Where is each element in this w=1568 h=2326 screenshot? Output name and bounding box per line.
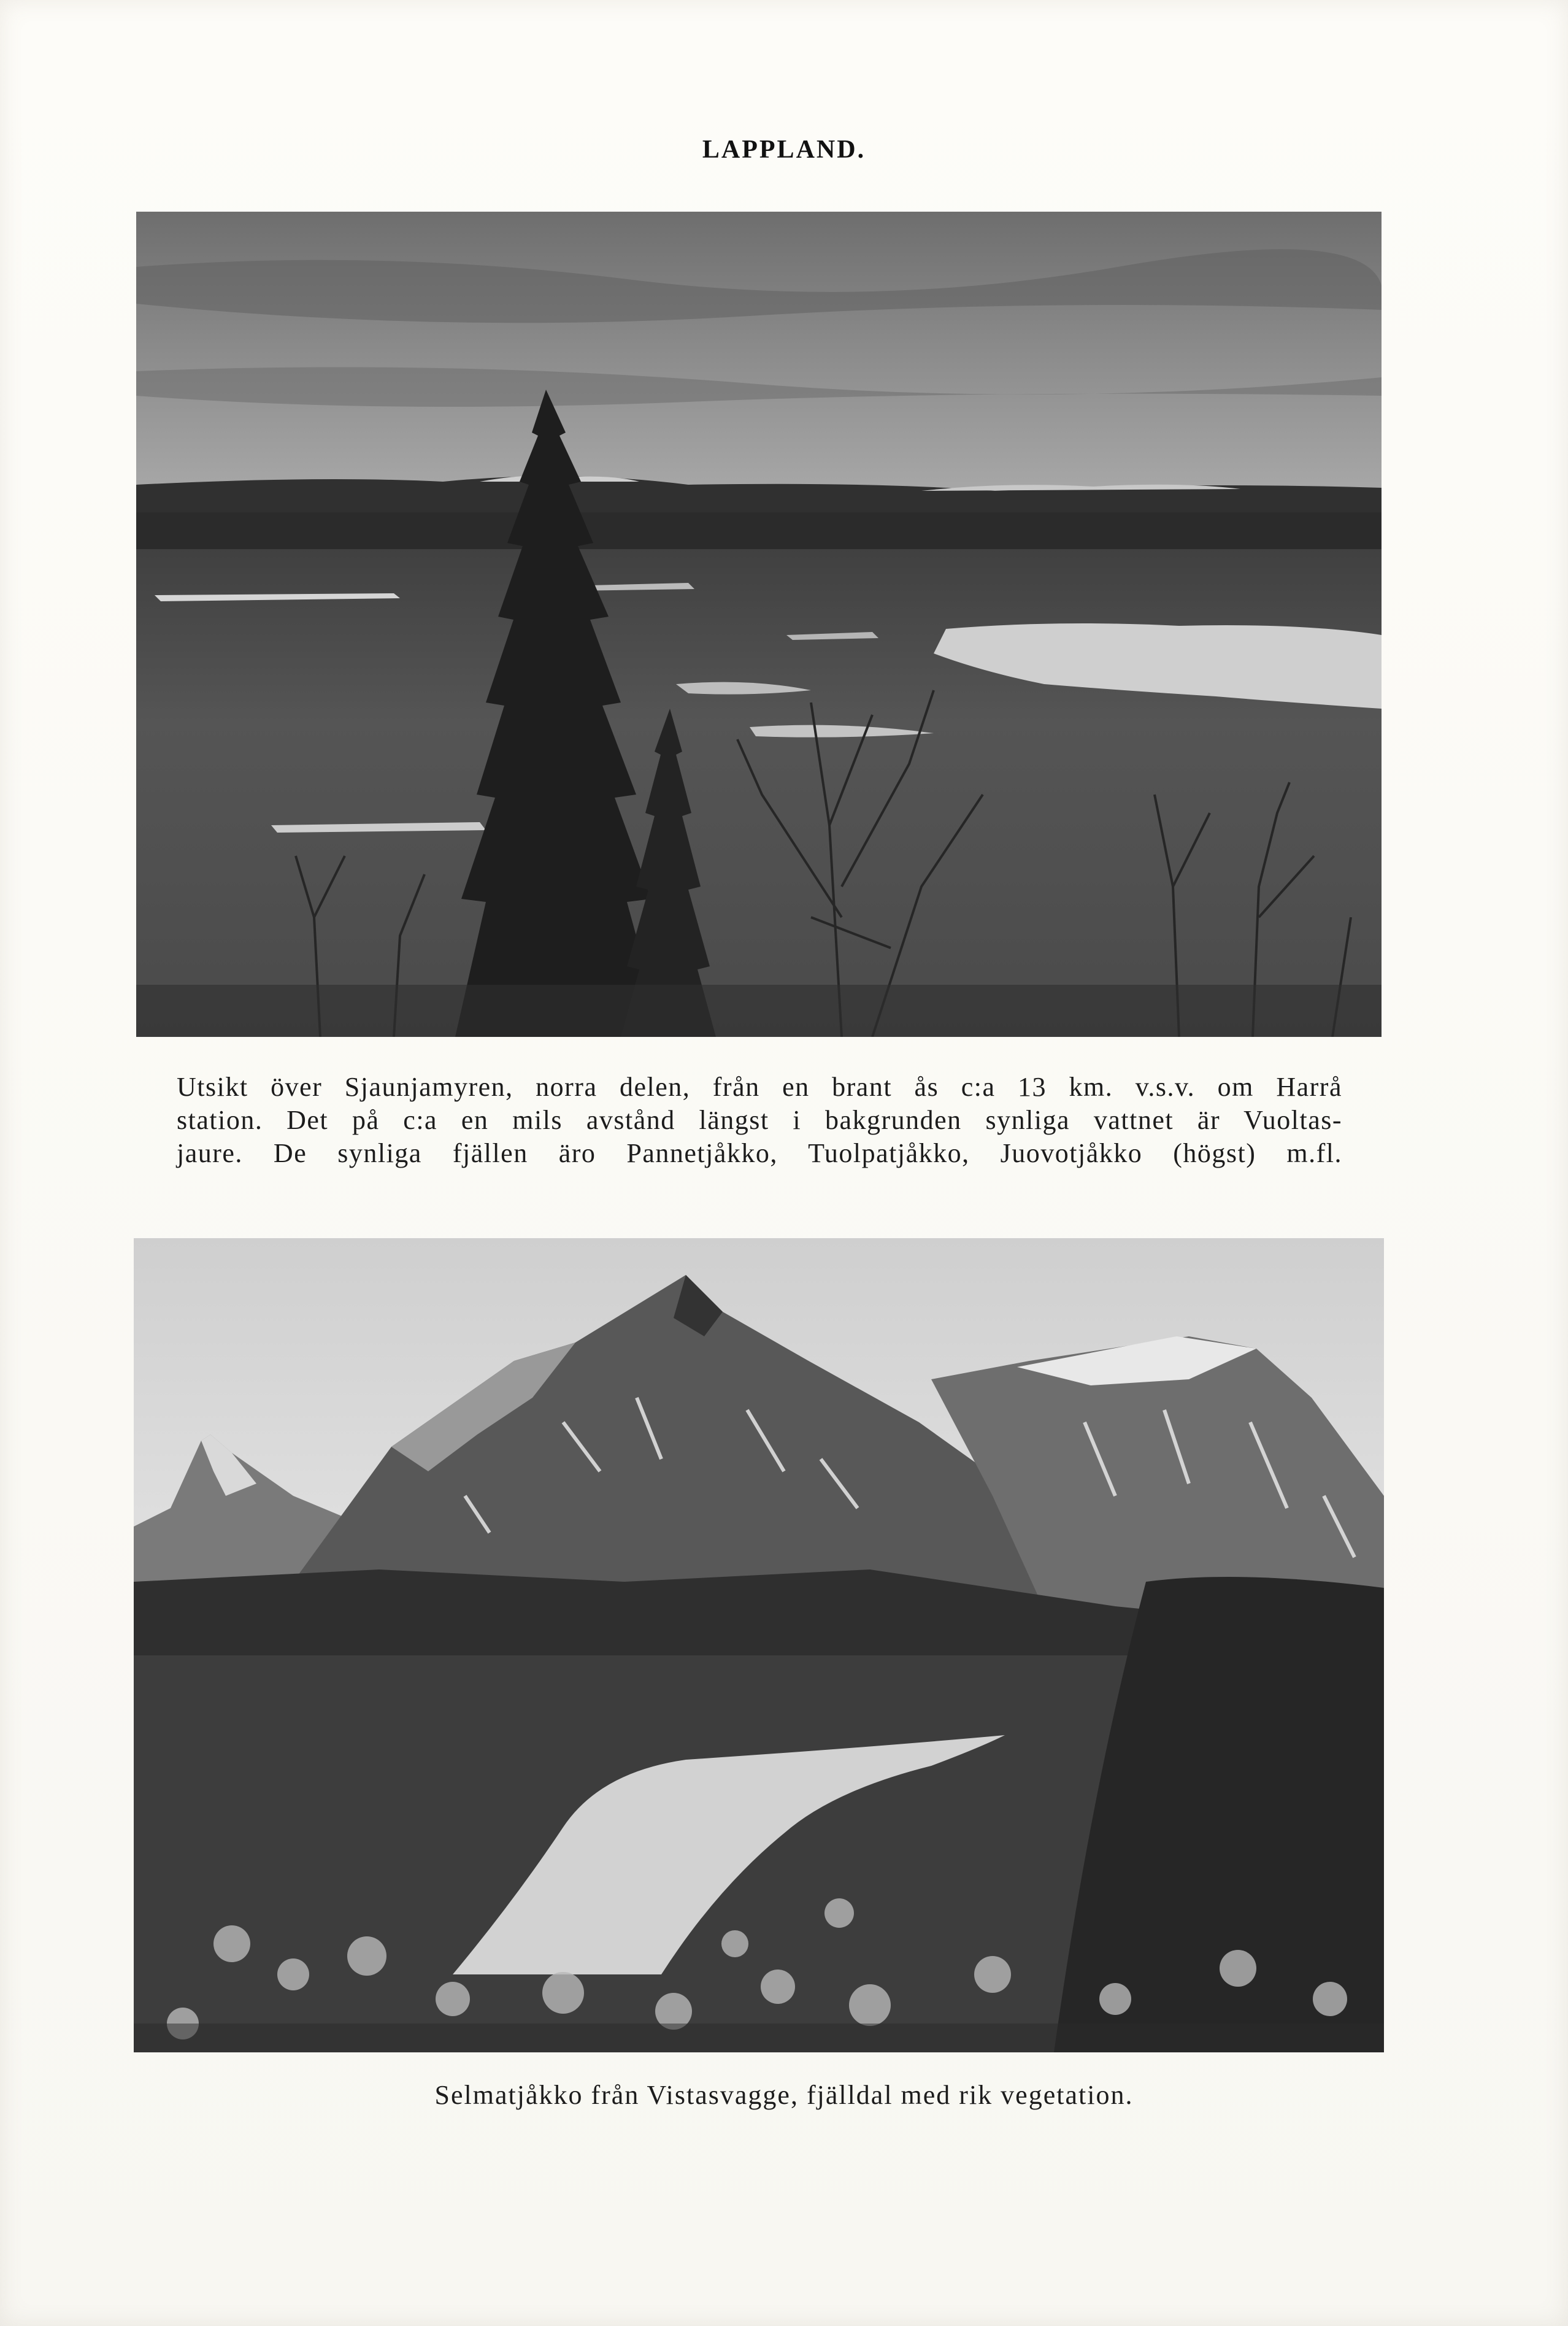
figure2-caption: Selmatjåkko från Vistasvagge, fjälldal med rik vegetation. [434,2080,1134,2110]
caption-line: station. Det på c:a en mils avstånd längst i bakgrunden synliga vattnet är Vuoltas- [177,1105,1342,1135]
caption-line: jaure. De synliga fjällen äro Pannetjåkko, Tuolpatjåkko, Juovotjåkko (högst) m.fl. [177,1138,1342,1168]
figure1-caption [177,1071,1342,1170]
page-heading: LAPPLAND. [702,136,866,164]
mountain-valley-photo [134,1238,1384,2052]
caption-line: Utsikt över Sjaunjamyren, norra delen, från en brant ås c:a 13 km. v.s.v. om Harrå [177,1072,1342,1102]
marsh-landscape-photo [136,212,1382,1037]
